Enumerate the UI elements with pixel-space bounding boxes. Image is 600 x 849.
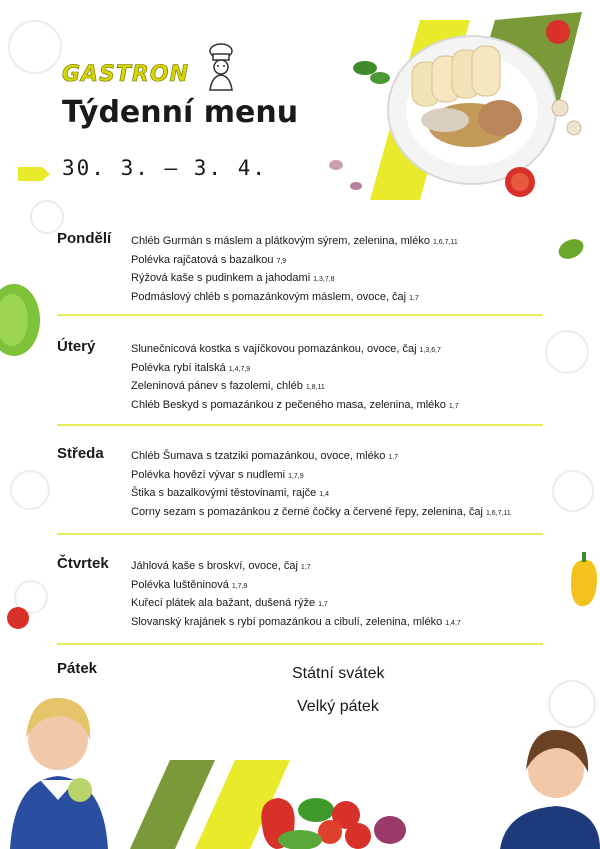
allergen-codes: 1,4	[319, 491, 329, 499]
holiday-line: Státní svátek	[292, 665, 385, 682]
menu-item: Zeleninová pánev s fazolemi, chléb 1,8,11	[131, 380, 325, 393]
menu-item: Polévka luštěninová 1,7,9	[131, 578, 248, 591]
allergen-codes: 1,6,7,11	[432, 239, 458, 246]
menu-items	[131, 341, 459, 416]
menu-item: Kuřecí plátek ala bažant, dušená rýže 1,7	[131, 597, 328, 610]
background-doodle	[30, 200, 64, 234]
pepper-illustration	[566, 550, 600, 610]
chef-icon	[200, 42, 242, 92]
day-name: Pátek	[57, 660, 98, 677]
day-name: Úterý	[57, 338, 96, 355]
tomato-illustration	[4, 604, 32, 632]
menu-item: Polévka rajčatová s bazalkou 7,9	[131, 253, 287, 266]
menu-items	[131, 558, 461, 633]
holiday-line: Velký pátek	[297, 698, 379, 715]
background-doodle	[10, 470, 50, 510]
section-divider	[57, 533, 543, 535]
section-divider	[57, 424, 543, 426]
day-name: Pondělí	[57, 230, 112, 247]
allergen-codes: 1,8,11	[305, 384, 325, 392]
allergen-codes: 1,7	[318, 601, 328, 609]
date-range: 30. 3. – 3. 4.	[62, 156, 268, 180]
allergen-codes: 1,3,6,7	[419, 347, 441, 354]
allergen-codes: 1,7	[388, 454, 399, 461]
menu-item: Chléb Gurmán s máslem a plátkovým sýrem, zelenina, mléko 1,6,7,11	[131, 235, 458, 247]
allergen-codes: 1,6,7,11	[485, 510, 511, 518]
menu-item: Slunečnicová kostka s vajíčkovou pomazánkou, ovoce, čaj 1,3,6,7	[131, 343, 441, 355]
lettuce-illustration	[0, 280, 42, 360]
menu-item: Štika s bazalkovými těstovinami, rajče 1,4	[131, 487, 329, 500]
menu-items	[131, 233, 458, 308]
background-doodle	[8, 20, 62, 74]
menu-item: Chléb Šumava s tzatziki pomazánkou, ovoce, mléko 1,7	[131, 450, 399, 462]
children-vegetables-illustration	[0, 640, 600, 849]
background-doodle	[545, 330, 589, 374]
allergen-codes: 1,4,7,9	[228, 365, 251, 373]
page-title: Týdenní menu	[62, 95, 299, 130]
brand-logo: GASTRON	[62, 62, 189, 87]
allergen-codes: 1,3,7,8	[313, 276, 335, 284]
allergen-codes: 7,9	[276, 257, 287, 265]
food-plate-illustration	[320, 0, 600, 215]
arrow-icon	[18, 167, 50, 181]
menu-items	[131, 448, 511, 523]
allergen-codes: 1,7	[448, 403, 459, 411]
menu-item: Slovanský krajánek s rybí pomazánkou a cibulí, zelenina, mléko 1,4,7	[131, 616, 461, 629]
allergen-codes: 1,7	[300, 564, 311, 571]
allergen-codes: 1,7	[409, 295, 419, 303]
section-divider	[57, 314, 543, 316]
menu-item: Corny sezam s pomazánkou z černé čočky a červené řepy, zelenina, čaj 1,6,7,11	[131, 506, 511, 519]
allergen-codes: 1,4,7	[445, 620, 461, 628]
day-name: Čtvrtek	[57, 555, 109, 572]
menu-item: Polévka hovězí vývar s nudlemi 1,7,9	[131, 468, 304, 481]
pea-pod-illustration	[556, 236, 586, 262]
menu-item: Rýžová kaše s pudinkem a jahodami 1,3,7,8	[131, 272, 335, 285]
menu-item: Chléb Beskyd s pomazánkou z pečeného masa, zelenina, mléko 1,7	[131, 399, 459, 412]
allergen-codes: 1,7,9	[231, 582, 248, 590]
background-doodle	[552, 470, 594, 512]
menu-item: Jáhlová kaše s broskví, ovoce, čaj 1,7	[131, 560, 311, 572]
day-name: Středa	[57, 445, 104, 462]
menu-item: Podmáslový chléb s pomazánkovým máslem, ovoce, čaj 1,7	[131, 291, 419, 304]
allergen-codes: 1,7,9	[288, 472, 304, 480]
menu-item: Polévka rybí italská 1,4,7,9	[131, 361, 251, 374]
